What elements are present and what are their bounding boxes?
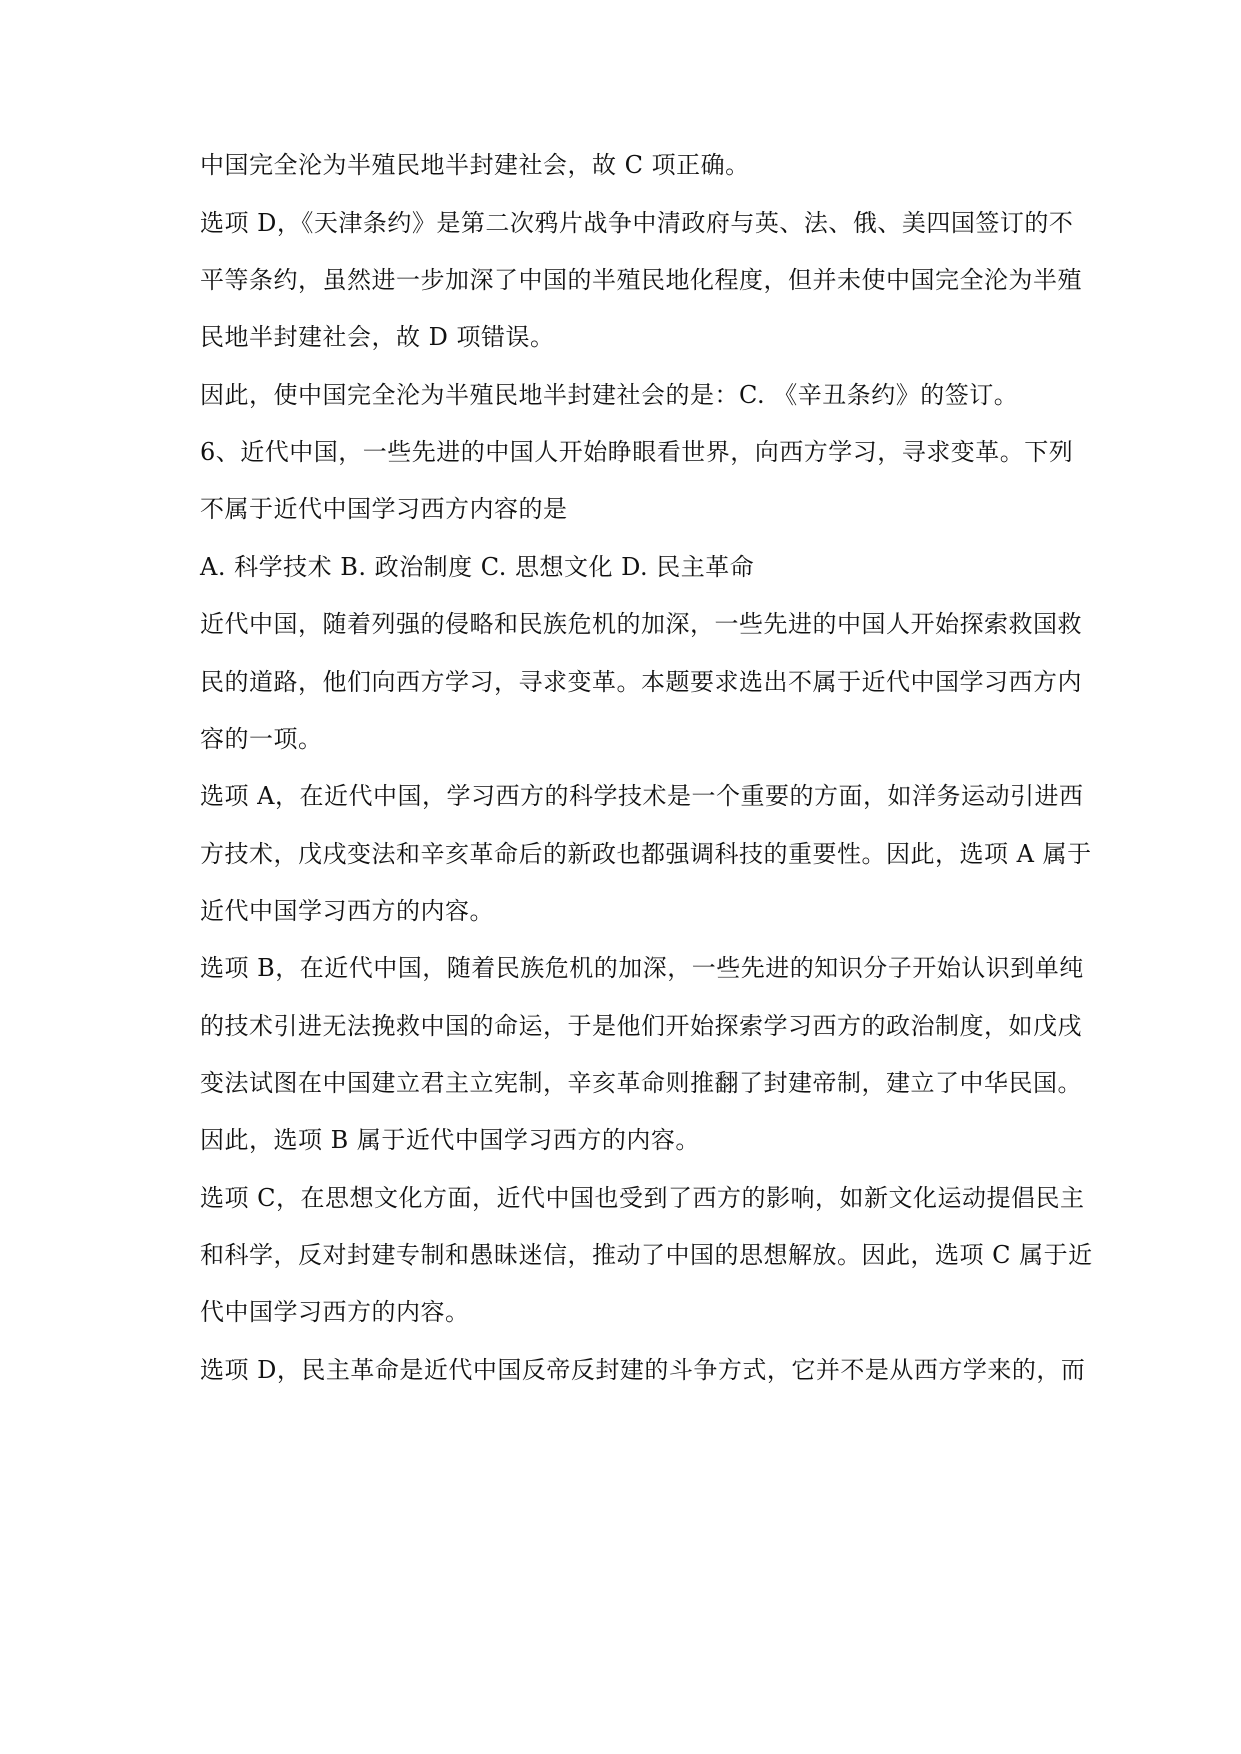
text-line: 选项 C，在思想文化方面，近代中国也受到了西方的影响，如新文化运动提倡民主: [200, 1184, 1085, 1212]
text-line: 因此，使中国完全沦为半殖民地半封建社会的是：C. 《辛丑条约》的签订。: [200, 381, 1019, 409]
text-line: 变法试图在中国建立君主立宪制，辛亥革命则推翻了封建帝制，建立了中华民国。: [200, 1069, 1082, 1097]
text-line: 选项 D，民主革命是近代中国反帝反封建的斗争方式，它并不是从西方学来的，而: [200, 1356, 1086, 1384]
text-line: 方技术，戊戌变法和辛亥革命后的新政也都强调科技的重要性。因此，选项 A 属于: [200, 840, 1092, 868]
text-line: 近代中国，随着列强的侵略和民族危机的加深，一些先进的中国人开始探索救国救: [200, 610, 1082, 638]
text-line: 容的一项。: [200, 725, 323, 753]
text-line: 民的道路，他们向西方学习，寻求变革。本题要求选出不属于近代中国学习西方内: [200, 668, 1082, 696]
text-line: 平等条约，虽然进一步加深了中国的半殖民地化程度，但并未使中国完全沦为半殖: [200, 266, 1082, 294]
answer-options: A. 科学技术 B. 政治制度 C. 思想文化 D. 民主革命: [200, 553, 755, 581]
text-line: 的技术引进无法挽救中国的命运，于是他们开始探索学习西方的政治制度，如戊戌: [200, 1012, 1082, 1040]
text-line: 近代中国学习西方的内容。: [200, 897, 494, 925]
text-line: 选项 B，在近代中国，随着民族危机的加深，一些先进的知识分子开始认识到单纯: [200, 954, 1084, 982]
text-line: 代中国学习西方的内容。: [200, 1298, 470, 1326]
question-stem-line: 6、近代中国，一些先进的中国人开始睁眼看世界，向西方学习，寻求变革。下列: [200, 438, 1074, 466]
text-line: 选项 A，在近代中国，学习西方的科学技术是一个重要的方面，如洋务运动引进西: [200, 782, 1084, 810]
text-line: 选项 D，《天津条约》是第二次鸦片战争中清政府与英、法、俄、美四国签订的不: [200, 209, 1074, 237]
text-line: 因此，选项 B 属于近代中国学习西方的内容。: [200, 1126, 700, 1154]
text-line: 中国完全沦为半殖民地半封建社会，故 C 项正确。: [200, 151, 750, 179]
text-line: 和科学，反对封建专制和愚昧迷信，推动了中国的思想解放。因此，选项 C 属于近: [200, 1241, 1093, 1269]
question-stem-line: 不属于近代中国学习西方内容的是: [200, 495, 568, 523]
text-line: 民地半封建社会，故 D 项错误。: [200, 323, 555, 351]
